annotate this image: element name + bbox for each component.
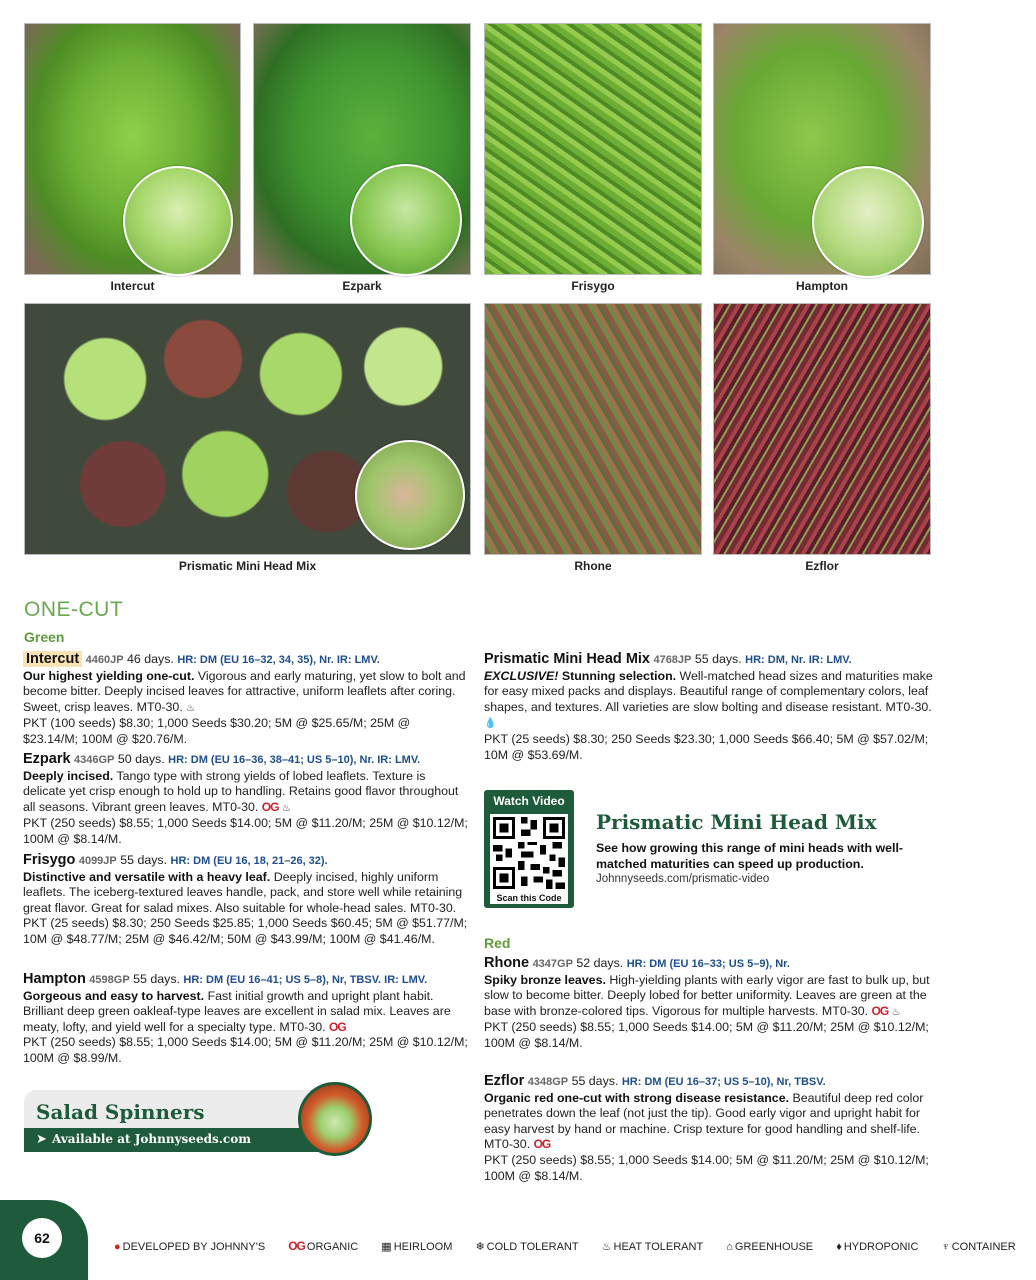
inset-prismatic [355,440,465,550]
item-code: 4598GP [89,974,130,986]
subsection-red: Red [484,935,511,951]
photo-ezflor [713,303,931,555]
photo-intercut [24,23,241,275]
item-desc: Deeply incised, highly uniform leaflets. The iceberg-textured leaves handle, pack, and store well while retaining great flavor. Great for salad mixes. Also suitable for whole-head sales. MT0-30. [23,869,463,915]
salad-spinner-photo [298,1082,372,1156]
item-code: 4768JP [653,654,692,666]
qr-box [484,790,574,908]
item-price: PKT (250 seeds) $8.55; 1,000 Seeds $14.00; 5M @ $11.20/M; 25M @ $10.12/M; 100M @ $8.14/M. [23,816,468,846]
item-prismatic [484,652,934,763]
cursor-icon: ➤ [36,1131,47,1146]
caption-rhone: Rhone [574,559,612,573]
item-name: Ezflor [484,1073,525,1089]
item-code: 4346GP [74,754,115,766]
item-name: Frisygo [23,852,76,868]
photo-rhone [484,303,702,555]
item-days: 55 days. [133,972,180,986]
item-resistance: HR: DM (EU 16, 18, 21–26, 32). [170,855,328,867]
legend-cold: COLD TOLERANT [486,1241,579,1253]
item-days: 50 days. [117,752,165,766]
droplet-icon: ♦ [836,1241,842,1253]
heat-tolerant-icon: ♨ [186,702,196,714]
photo-prismatic [24,303,471,555]
item-lead: Deeply incised. [23,768,114,783]
subsection-green: Green [24,629,65,645]
item-name: Prismatic Mini Head Mix [484,651,650,667]
watch-video-label: Watch Video [493,794,565,808]
section-title: ONE-CUT [24,598,124,621]
organic-icon: OG [871,1003,889,1018]
photo-ezpark [253,23,471,275]
item-lead: Distinctive and versatile with a heavy leaf. [23,869,271,884]
inset-ezpark [350,164,462,276]
item-exclusive: EXCLUSIVE! [484,668,559,683]
item-lead: Stunning selection. [561,668,677,683]
video-promo[interactable] [484,790,934,908]
item-intercut [23,652,468,748]
item-desc: Tango type with strong yields of lobed leaflets. Texture is delicate yet crisp enough to hold up to handling. Retains good flavor throughout all seasons. Vibrant green leaves. MT0-30. [23,768,459,814]
item-resistance: HR: DM (EU 16–36, 38–41; US 5–10), Nr. IR: LMV. [168,754,421,766]
item-desc: High-yielding plants with early vigor are fast to bulk up, but slow to become bitter. Deeply lobed for better uniformity. Leaves are green at the base with bronze-colored tips. Vigorous for multiple harvests. MT0-30. [484,972,930,1018]
salad-spinners-promo[interactable] [24,1090,344,1154]
item-price: PKT (250 seeds) $8.55; 1,000 Seeds $14.00; 5M @ $11.20/M; 25M @ $10.12/M; 100M @ $8.99/M. [23,1035,468,1065]
item-days: 55 days. [571,1074,619,1088]
item-days: 52 days. [576,956,624,970]
item-desc: Beautiful deep red color penetrates down the leaf (not just the tip). Good early vigor and upright habit for easy harvest by hand or machine. Crisp texture for good handling and shelf-life. MT0-30. [484,1090,924,1152]
item-code: 4348GP [527,1076,569,1088]
legend-greenhouse: GREENHOUSE [734,1241,814,1253]
item-price: PKT (25 seeds) $8.30; 250 Seeds $23.30; 1,000 Seeds $66.40; 5M @ $57.02/M; 10M @ $53.69/M. [484,731,929,762]
item-lead: Spiky bronze leaves. [484,972,606,987]
heat-tolerant-icon: ♨ [281,802,291,814]
item-lead: Organic red one-cut with strong disease resistance. [484,1090,790,1105]
item-days: 55 days. [694,652,742,666]
video-description: See how growing this range of mini heads with well-matched maturities can speed up production. [596,841,904,871]
inset-intercut [123,166,233,276]
qr-code-icon[interactable] [490,814,568,892]
legend-heat: HEAT TOLERANT [613,1241,704,1253]
item-days: 46 days. [127,652,174,666]
photo-frisygo [484,23,702,275]
legend-developed: DEVELOPED BY JOHNNY'S [122,1241,266,1253]
organic-icon: OG [288,1239,305,1253]
legend [114,1239,1036,1253]
photo-hampton [713,23,931,275]
inset-hampton [812,166,924,278]
promo-title: Salad Spinners [36,1100,205,1124]
legend-hydroponic: HYDROPONIC [843,1241,919,1253]
item-desc: Well-matched head sizes and maturities make for easy mixed packs and displays. Beautiful range of complementary colors, leaf shapes, and textures. All varieties are slow bolting and disease resistant. MT0-30. [484,668,933,714]
organic-icon: OG [329,1019,346,1034]
promo-link[interactable]: Available at Johnnyseeds.com [52,1132,251,1146]
greenhouse-icon: ⌂ [726,1241,733,1253]
item-frisygo [23,853,468,948]
legend-container: CONTAINER [951,1241,1016,1253]
heat-tolerant-icon: ♨ [891,1006,901,1018]
caption-ezflor: Ezflor [805,559,839,573]
heat-tolerant-icon: ♨ [601,1241,612,1253]
caption-prismatic: Prismatic Mini Head Mix [178,559,317,573]
video-url[interactable]: Johnnyseeds.com/prismatic-video [596,873,770,885]
item-resistance: HR: DM, Nr. IR: LMV. [745,654,852,666]
caption-ezpark: Ezpark [342,279,382,293]
item-code: 4099JP [78,855,117,867]
item-price: PKT (100 seeds) $8.30; 1,000 Seeds $30.20; 5M @ $25.65/M; 25M @ $23.14/M; 100M @ $20.76/M. [23,716,411,746]
item-name: Rhone [484,955,530,971]
item-name: Intercut [23,651,82,667]
item-lead: Our highest yielding one-cut. [23,668,195,683]
item-price: PKT (250 seeds) $8.55; 1,000 Seeds $14.00; 5M @ $11.20/M; 25M @ $10.12/M; 100M @ $8.14/M. [484,1020,929,1050]
page-number: 62 [22,1218,62,1258]
legend-organic: ORGANIC [306,1241,359,1253]
item-resistance: HR: DM (EU 16–33; US 5–9), Nr. [626,958,790,970]
legend-heirloom: HEIRLOOM [393,1241,453,1253]
item-hampton [23,972,468,1067]
item-code: 4460JP [85,654,124,666]
item-name: Hampton [23,971,86,987]
item-code: 4347GP [532,958,573,970]
caption-frisygo: Frisygo [571,279,615,293]
item-ezpark [23,752,468,848]
snowflake-icon: ❄ [475,1241,485,1253]
item-price: PKT (25 seeds) $8.30; 250 Seeds $25.85; 1,000 Seeds $60.45; 5M @ $51.77/M; 10M @ $48.77/M; 25M @ $46.42/M; 50M @ $43.99/M; 100M @ $41.46/M. [23,916,468,946]
caption-hampton: Hampton [796,279,848,293]
item-name: Ezpark [23,751,71,767]
item-lead: Gorgeous and easy to harvest. [23,988,205,1003]
item-resistance: HR: DM (EU 16–41; US 5–8), Nr, TBSV. IR: LMV. [183,974,428,986]
developed-icon: ● [114,1241,121,1253]
heirloom-icon: ▦ [381,1241,392,1253]
organic-icon: OG [261,799,279,814]
item-ezflor [484,1074,934,1184]
item-desc: Vigorous and early maturing, yet slow to bolt and become bitter. Deeply incised leaves for attractive, uniform leaflets after coring. Sweet, crisp leaves. MT0-30. [23,668,466,714]
item-desc: Fast initial growth and upright plant habit. Brilliant deep green oakleaf-type leaves are excellent in salad mix. Leaves are meaty, lofty, and yield well for a specialty type. MT0-30. [23,988,451,1034]
item-resistance: HR: DM (EU 16–37; US 5–10), Nr, TBSV. [621,1076,826,1088]
hydroponic-icon: 💧 [484,718,497,730]
item-price: PKT (250 seeds) $8.55; 1,000 Seeds $14.00; 5M @ $11.20/M; 25M @ $10.12/M; 100M @ $8.14/M. [484,1152,929,1183]
container-icon: ♆ [941,1241,950,1253]
organic-icon: OG [533,1137,551,1152]
scan-code-label: Scan this Code [490,892,568,904]
caption-intercut: Intercut [110,279,155,293]
item-days: 55 days. [120,853,168,867]
video-title: Prismatic Mini Head Mix [596,810,877,834]
item-resistance: HR: DM (EU 16–32, 34, 35), Nr. IR: LMV. [177,654,380,666]
item-rhone [484,956,934,1052]
